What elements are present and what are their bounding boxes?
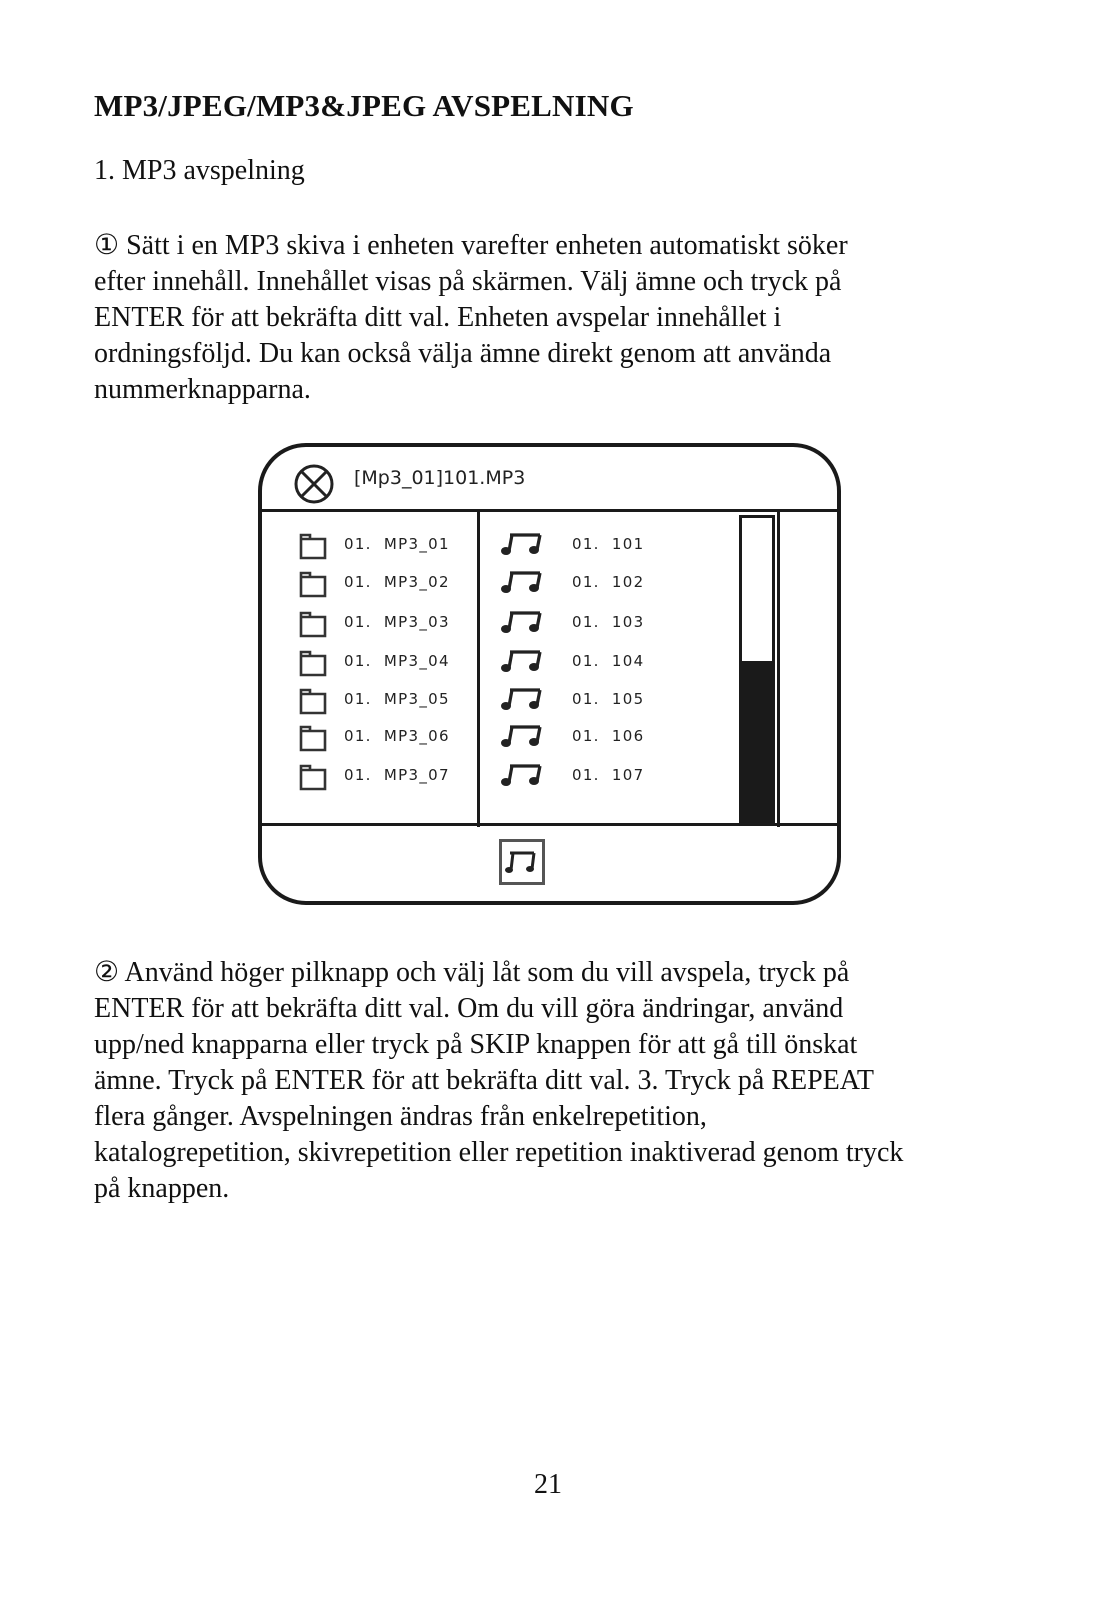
scroll-divider [777, 509, 780, 827]
item-label [572, 535, 644, 553]
text-line: flera gånger. Avspelningen ändras från enkelrepetition, [94, 1101, 707, 1132]
item-name: 106 [611, 727, 645, 745]
text-line: ENTER för att bekräfta ditt val. Enheten avspelar innehållet i [94, 302, 782, 333]
item-name: 107 [611, 766, 645, 784]
item-name: 101 [611, 535, 645, 553]
item-number: 01. [344, 652, 372, 670]
mp3-screen-illustration [258, 443, 841, 905]
text-line: katalogrepetition, skivrepetition eller repetition inaktiverad genom tryck [94, 1137, 904, 1168]
header-divider [262, 509, 837, 512]
text-line: på knappen. [94, 1173, 230, 1204]
item-label [572, 766, 644, 784]
scrollbar[interactable] [739, 515, 775, 825]
item-name: MP3_04 [383, 652, 450, 670]
item-number: 01. [572, 535, 600, 553]
item-label [344, 652, 450, 670]
item-number: 01. [572, 690, 600, 708]
column-divider [477, 509, 480, 827]
item-name: 104 [611, 652, 645, 670]
item-number: 01. [344, 535, 372, 553]
text-line: upp/ned knapparna eller tryck på SKIP knappen för att gå till önskat [94, 1029, 858, 1060]
item-name: 103 [611, 613, 645, 631]
item-label [572, 690, 644, 708]
page-title: MP3/JPEG/MP3&JPEG AVSPELNING [94, 88, 634, 123]
item-label [572, 613, 644, 631]
item-name: 102 [611, 573, 645, 591]
item-label [572, 573, 644, 591]
music-mode-icon [499, 839, 545, 885]
item-number: 01. [572, 727, 600, 745]
item-number: 01. [344, 727, 372, 745]
item-label [344, 613, 450, 631]
item-name: MP3_07 [383, 766, 450, 784]
item-name: MP3_03 [383, 613, 450, 631]
item-label [344, 727, 450, 745]
item-name: MP3_02 [383, 573, 450, 591]
item-label [572, 727, 644, 745]
item-number: 01. [344, 766, 372, 784]
item-number: 01. [344, 690, 372, 708]
current-file-path: [Mp3_01]101.MP3 [354, 467, 526, 489]
text-line: efter innehåll. Innehållet visas på skärmen. Välj ämne och tryck på [94, 266, 842, 297]
item-label [572, 652, 644, 670]
item-name: 105 [611, 690, 645, 708]
instruction-paragraph-1 [94, 228, 848, 408]
item-label [344, 573, 450, 591]
text-line: nummerknapparna. [94, 374, 311, 405]
item-number: 01. [344, 573, 372, 591]
item-number: 01. [572, 766, 600, 784]
item-label [344, 535, 450, 553]
text-line: ① Sätt i en MP3 skiva i enheten varefter enheten automatiskt söker [94, 230, 848, 261]
item-number: 01. [572, 613, 600, 631]
item-label [344, 766, 450, 784]
item-name: MP3_05 [383, 690, 450, 708]
item-label [344, 690, 450, 708]
item-number: 01. [572, 573, 600, 591]
item-name: MP3_01 [383, 535, 450, 553]
instruction-paragraph-2 [94, 955, 903, 1207]
text-line: ordningsföljd. Du kan också välja ämne direkt genom att använda [94, 338, 832, 369]
page-number: 21 [534, 1469, 562, 1500]
section-heading: 1. MP3 avspelning [94, 155, 305, 186]
item-name: MP3_06 [383, 727, 450, 745]
disc-icon [292, 462, 336, 506]
item-number: 01. [344, 613, 372, 631]
item-number: 01. [572, 652, 600, 670]
text-line: ämne. Tryck på ENTER för att bekräfta ditt val. 3. Tryck på REPEAT [94, 1065, 874, 1096]
text-line: ② Använd höger pilknapp och välj låt som du vill avspela, tryck på [94, 957, 850, 988]
text-line: ENTER för att bekräfta ditt val. Om du vill göra ändringar, använd [94, 993, 844, 1024]
scrollbar-thumb[interactable] [742, 661, 772, 822]
